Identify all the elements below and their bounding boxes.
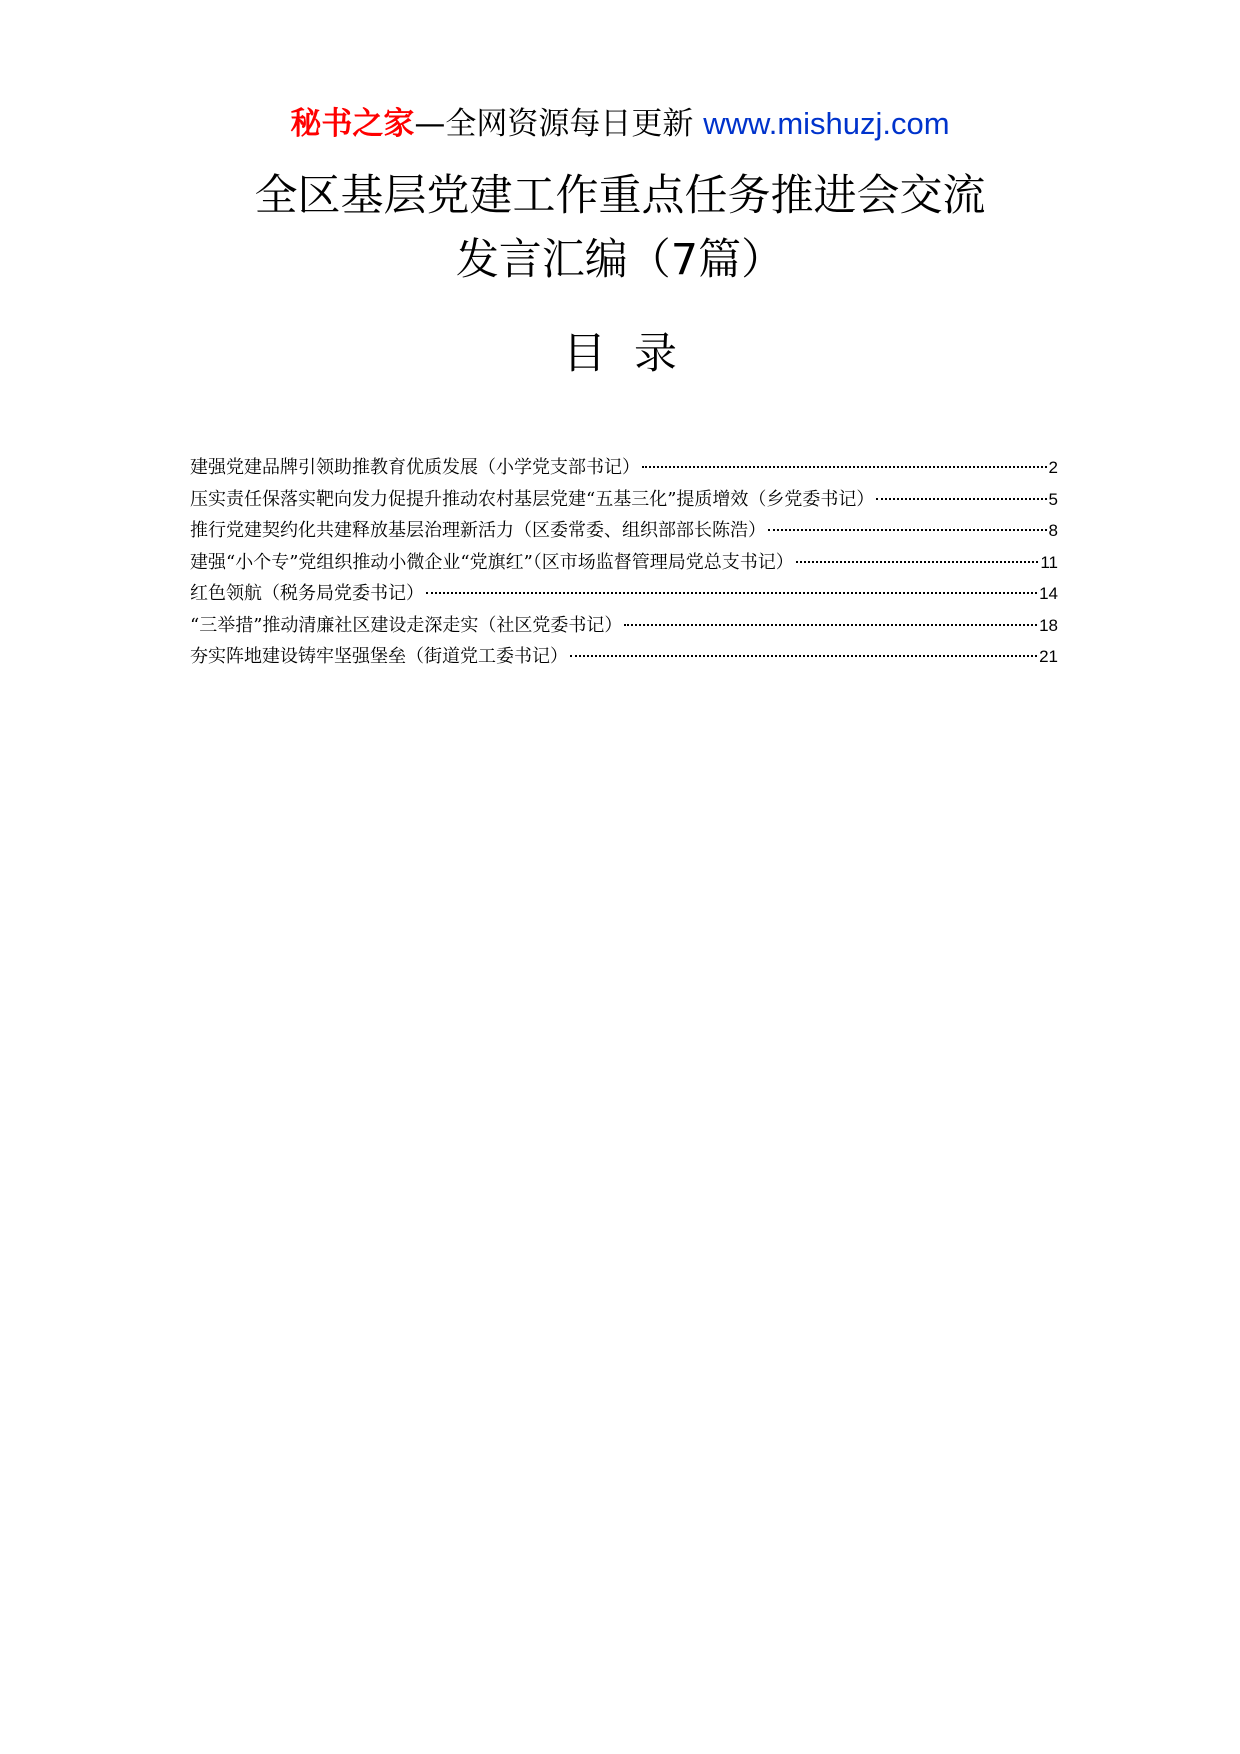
toc-entry-page: 2: [1048, 458, 1058, 477]
toc-dot-leader: [624, 624, 1037, 626]
table-of-contents: [190, 452, 1058, 673]
toc-dot-leader: [570, 655, 1037, 657]
toc-heading: 目录: [563, 329, 705, 379]
toc-entry-title: 夯实阵地建设铸牢坚强堡垒（街道党工委书记）: [190, 646, 568, 667]
toc-entry-page: 8: [1048, 521, 1058, 540]
toc-entry-page: 18: [1039, 615, 1058, 635]
toc-entry[interactable]: [190, 578, 1058, 610]
toc-dot-leader: [642, 466, 1047, 468]
document-title-line-1: 全区基层党建工作重点任务推进会交流: [254, 171, 986, 221]
toc-entry-title: “三举措”推动清廉社区建设走深走实（社区党委书记）: [190, 614, 623, 636]
toc-entry-page: 5: [1048, 489, 1058, 509]
toc-entry[interactable]: [190, 610, 1058, 642]
site-url-link[interactable]: www.mishuzj.com: [703, 106, 950, 141]
document-title-line-2: 发言汇编（7篇）: [455, 235, 785, 285]
toc-entry-title: 建强党建品牌引领助推教育优质发展（小学党支部书记）: [190, 457, 640, 478]
toc-dot-leader: [768, 529, 1047, 531]
toc-entry[interactable]: [190, 547, 1058, 579]
toc-dot-leader: [876, 498, 1046, 500]
toc-entry-page: 11: [1040, 552, 1058, 572]
toc-entry[interactable]: [190, 641, 1058, 673]
toc-entry-title: 推行党建契约化共建释放基层治理新活力（区委常委、组织部部长陈浩）: [190, 520, 766, 541]
toc-entry[interactable]: [190, 515, 1058, 547]
toc-entry[interactable]: [190, 452, 1058, 484]
toc-entry-page: 21: [1039, 647, 1058, 666]
toc-entry-title: 红色领航（税务局党委书记）: [190, 583, 424, 604]
site-brand: 秘书之家: [290, 106, 415, 142]
site-tagline: —全网资源每日更新: [414, 106, 694, 142]
toc-entry-title: 建强“小个专”党组织推动小微企业“党旗红”（区市场监督管理局党总支书记）: [190, 551, 794, 573]
toc-dot-leader: [426, 592, 1037, 594]
toc-entry-page: 14: [1039, 584, 1058, 603]
toc-dot-leader: [796, 561, 1039, 563]
toc-entry[interactable]: [190, 484, 1058, 516]
site-banner: [0, 104, 1240, 144]
toc-entry-title: 压实责任保落实靶向发力促提升推动农村基层党建“五基三化”提质增效（乡党委书记）: [190, 488, 875, 510]
